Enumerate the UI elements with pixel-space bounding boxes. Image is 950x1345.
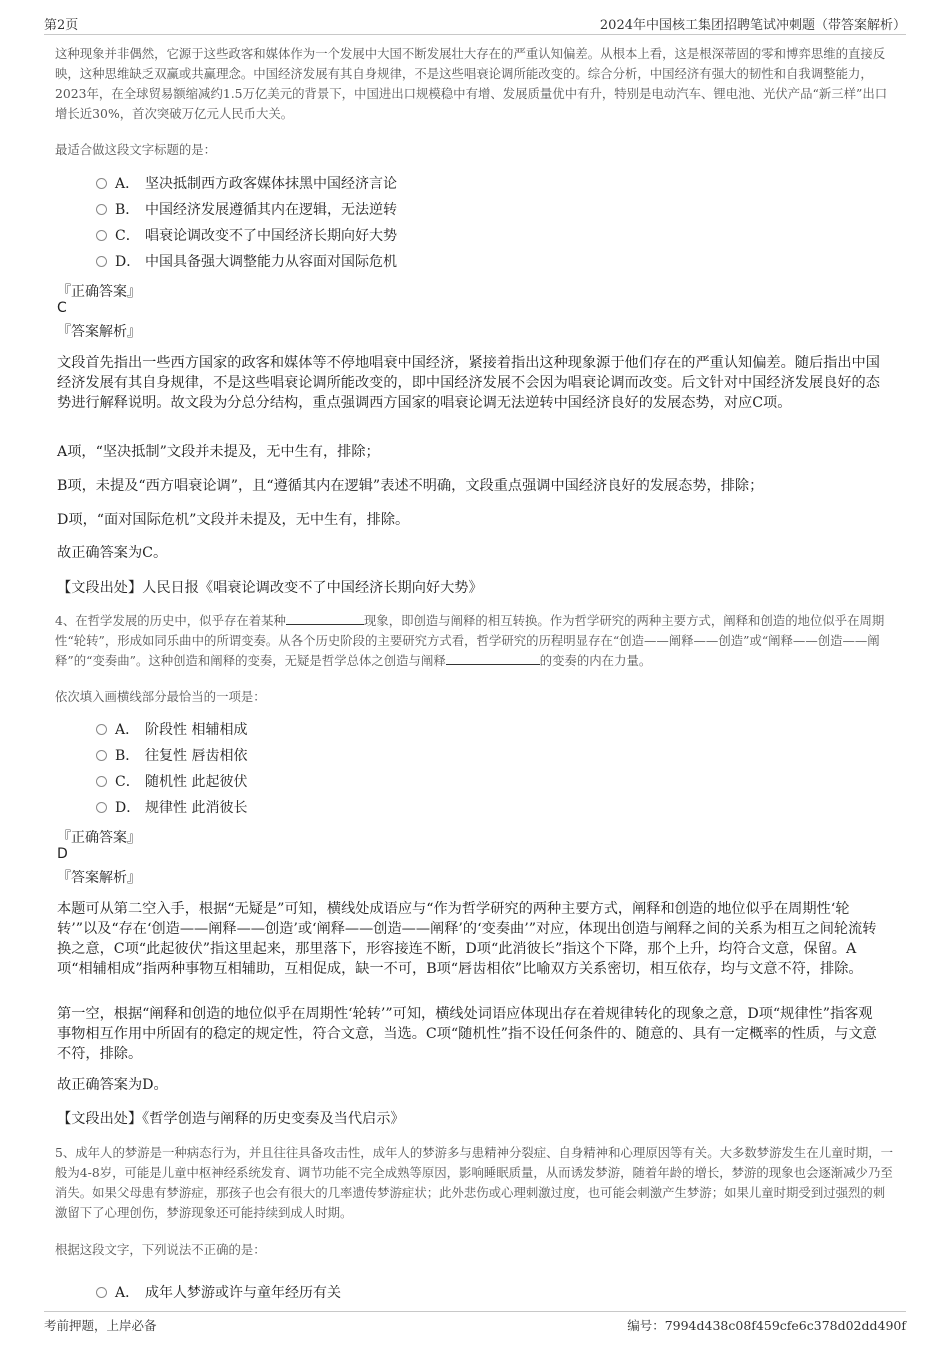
- q4-stem: 依次填入画横线部分最恰当的一项是：: [55, 689, 266, 704]
- q4-analysis-paragraph: 本题可从第二空入手，根据“无疑是”可知，横线处成语应与“作为哲学研究的两种主要方式，阐释和创造的地位似乎在周期性‘轮转’”以及“存在‘创造——阐释——创造’或‘阐释——创造——阐释’的‘变奏曲’”对应，体现出创造与阐释之间的关系为相互之间轮流转换之意，C项“此起彼伏”指这里起来，那里落下，形容接连不断，D项“此消彼长”指这个下降，那个上升，均符合文意，保留。A项“相辅相成”指两种事物互相辅助，互相促成，缺一不可，B项“唇齿相依”比喻双方关系密切，相互依存，均与文意不符，排除。: [57, 901, 877, 977]
- q3-answer-label: 『正确答案』: [57, 284, 141, 300]
- fill-blank-2: [446, 652, 540, 665]
- q5-passage: 5、成年人的梦游是一种病态行为，并且往往具备攻击性，成年人的梦游多与患精神分裂症、自身精神和心理原因等有关。大多数梦游发生在儿童时期，一般为4-8岁，可能是儿童中枢神经系统发育、调节功能不完全成熟等原因，影响睡眠质量，从而诱发梦游，随着年龄的增长，梦游的现象也会逐渐减少乃至消失。如果父母患有梦游症，那孩子也会有很大的几率遗传梦游症状；此外悲伤或心理刺激过度，也可能会刺激产生梦游；如果儿童时期受到过强烈的刺激留下了心理创伤，梦游现象还可能持续到成人时期。: [55, 1145, 894, 1220]
- q4-option-d[interactable]: D． 规律性 此消彼长: [96, 797, 247, 819]
- q3-answer: C: [57, 300, 67, 316]
- q3-option-b[interactable]: B． 中国经济发展遵循其内在逻辑，无法逆转: [96, 199, 397, 221]
- radio-icon[interactable]: [96, 776, 107, 787]
- q4-analysis-label: 『答案解析』: [57, 870, 141, 886]
- page-footer: [44, 1311, 906, 1336]
- radio-icon[interactable]: [96, 178, 107, 189]
- q4-passage: 4、在哲学发展的历史中，似乎存在着某种 现象，即创造与阐释的相互转换。作为哲学研究的两种主要方式，阐释和创造的地位似乎在周期性“轮转”，形成如同乐曲中的所谓变奏。从各个历史阶段的主要研究方式看，哲学研究的历程明显存在“创造——阐释——创造”或“阐释——创造——阐释”的“变奏曲”。这种创造和阐释的变奏，无疑是哲学总体之创造与阐释 的变奏的内在力量。: [55, 613, 885, 668]
- q3-stem: 最适合做这段文字标题的是：: [55, 142, 217, 157]
- q3-option-d[interactable]: D． 中国具备强大调整能力从容面对国际危机: [96, 251, 397, 273]
- q3-analysis-paragraph: D项，“面对国际危机”文段并未提及，无中生有，排除。: [57, 512, 410, 528]
- q4-source: 【文段出处】《哲学创造与阐释的历史变奏及当代启示》: [57, 1111, 405, 1127]
- q4-answer-label: 『正确答案』: [57, 830, 141, 846]
- radio-icon[interactable]: [96, 204, 107, 215]
- radio-icon[interactable]: [96, 230, 107, 241]
- q3-analysis-paragraph: B项，未提及“西方唱衰论调”，且“遵循其内在逻辑”表述不明确，文段重点强调中国经济良好的发展态势，排除；: [57, 478, 764, 494]
- footer-slogan: 考前押题，上岸必备: [44, 1318, 157, 1333]
- radio-icon[interactable]: [96, 750, 107, 761]
- q4-analysis-conclusion: 故正确答案为D。: [57, 1077, 168, 1093]
- radio-icon[interactable]: [96, 724, 107, 735]
- q3-analysis-conclusion: 故正确答案为C。: [57, 545, 168, 561]
- page-header: [44, 14, 906, 35]
- fill-blank-1: [286, 612, 364, 625]
- q3-analysis-label: 『答案解析』: [57, 324, 141, 340]
- q3-option-a[interactable]: A． 坚决抵制西方政客媒体抹黑中国经济言论: [96, 173, 397, 195]
- q4-option-c[interactable]: C． 随机性 此起彼伏: [96, 771, 247, 793]
- radio-icon[interactable]: [96, 256, 107, 267]
- document-code: 编号：7994d438c08f459cfe6c378d02dd490f: [627, 1318, 906, 1333]
- page-number: 第2页: [44, 18, 79, 33]
- document-title: 2024年中国核工集团招聘笔试冲刺题（带答案解析）: [599, 18, 906, 33]
- radio-icon[interactable]: [96, 1287, 107, 1298]
- q3-passage: 这种现象并非偶然，它源于这些政客和媒体作为一个发展中大国不断发展壮大存在的严重认知偏差。从根本上看，这是根深蒂固的零和博弈思维的直接反映，这种思维缺乏双赢或共赢理念。中国经济发展有其自身规律，不是这些唱衰论调所能改变的。综合分析，中国经济有强大的韧性和自我调整能力，2023年，在全球贸易额缩减约1.5万亿美元的背景下，中国进出口规模稳中有增、发展质量优中有升，特别是电动汽车、锂电池、光伏产品“新三样”出口增长近30%，首次突破万亿元人民币大关。: [55, 46, 888, 121]
- q3-analysis-paragraph: 文段首先指出一些西方国家的政客和媒体等不停地唱衰中国经济，紧接着指出这种现象源于他们存在的严重认知偏差。随后指出中国经济发展有其自身规律，不是这些唱衰论调所能改变的，即中国经济发展不会因为唱衰论调而改变。后文针对中国经济发展良好的态势进行解释说明。故文段为分总分结构，重点强调西方国家的唱衰论调无法逆转中国经济良好的发展态势，对应C项。: [57, 355, 880, 411]
- q5-stem: 根据这段文字，下列说法不正确的是：: [55, 1242, 266, 1257]
- q5-option-a[interactable]: A． 成年人梦游或许与童年经历有关: [96, 1282, 341, 1304]
- radio-icon[interactable]: [96, 802, 107, 813]
- q3-analysis-paragraph: A项，“坚决抵制”文段并未提及，无中生有，排除；: [57, 444, 380, 460]
- q3-option-c[interactable]: C． 唱衰论调改变不了中国经济长期向好大势: [96, 225, 397, 247]
- q3-source: 【文段出处】人民日报《唱衰论调改变不了中国经济长期向好大势》: [57, 580, 483, 596]
- q4-answer: D: [57, 846, 68, 862]
- q4-option-a[interactable]: A． 阶段性 相辅相成: [96, 719, 247, 741]
- q4-analysis-paragraph: 第一空，根据“阐释和创造的地位似乎在周期性‘轮转’”可知，横线处词语应体现出存在着规律转化的现象之意，D项“规律性”指客观事物相互作用中所固有的稳定的规定性，符合文意，当选。C项“随机性”指不设任何条件的、随意的、具有一定概率的性质，与文意不符，排除。: [57, 1006, 877, 1062]
- q4-option-b[interactable]: B． 往复性 唇齿相依: [96, 745, 247, 767]
